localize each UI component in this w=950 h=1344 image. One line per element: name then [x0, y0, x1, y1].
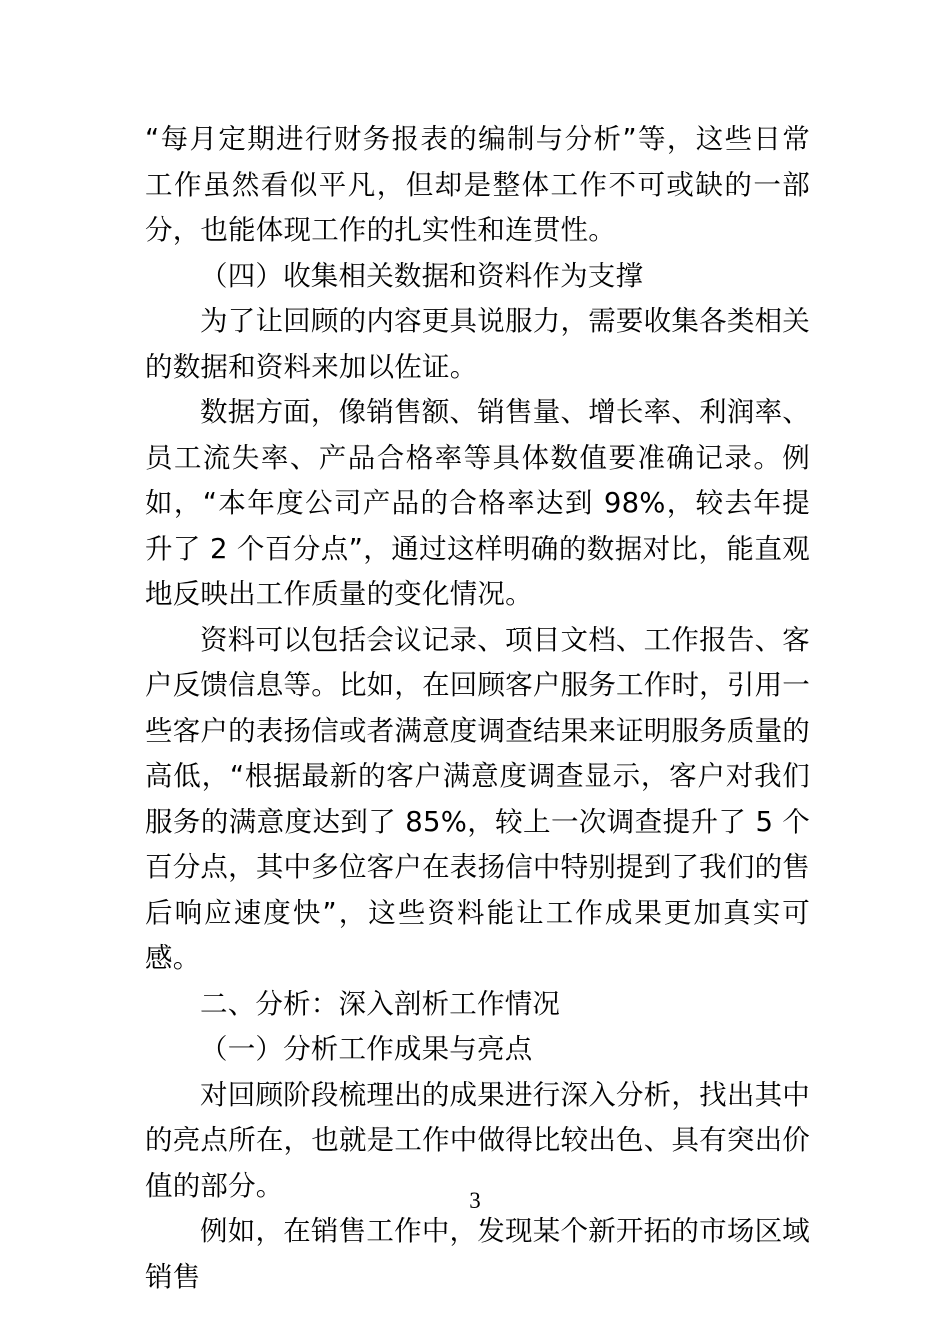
paragraph-materials: 资料可以包括会议记录、项目文档、工作报告、客户反馈信息等。比如，在回顾客户服务工作时，引用一些客户的表扬信或者满意度调查结果来证明服务质量的高低，“根据最新的客户满意度调查显示，客户对我们服务的满意度达到了 85%，较上一次调查提升了 5 个百分点，其中多位客户在表扬信中特别提到了我们的售后响应速度快”，这些资料能让工作成果更加真实可感。 [145, 623, 810, 974]
paragraph-support-intro: 为了让回顾的内容更具说服力，需要收集各类相关的数据和资料来加以佐证。 [145, 305, 810, 383]
paragraph-data: 数据方面，像销售额、销售量、增长率、利润率、员工流失率、产品合格率等具体数值要准确记录。例如，“本年度公司产品的合格率达到 98%，较去年提升了 2 个百分点”，通过这样明确的数据对比，能直观地反映出工作质量的变化情况。 [145, 396, 811, 610]
paragraph-analysis: 对回顾阶段梳理出的成果进行深入分析，找出其中的亮点所在，也就是工作中做得比较出色、具有突出价值的部分。 [145, 1078, 810, 1202]
section-heading-4: （四）收集相关数据和资料作为支撑 [200, 259, 644, 292]
section-heading-1: （一）分析工作成果与亮点 [200, 1033, 533, 1065]
body-text [145, 117, 810, 1300]
part-heading-2: 二、分析：深入剖析工作情况 [200, 987, 561, 1020]
paragraph-continued: “每月定期进行财务报表的编制与分析”等，这些日常工作虽然看似平凡，但却是整体工作不可或缺的一部分，也能体现工作的扎实性和连贯性。 [145, 123, 810, 246]
paragraph-example: 例如，在销售工作中，发现某个新开拓的市场区域销售 [145, 1215, 810, 1293]
page-number: 3 [469, 1188, 481, 1213]
